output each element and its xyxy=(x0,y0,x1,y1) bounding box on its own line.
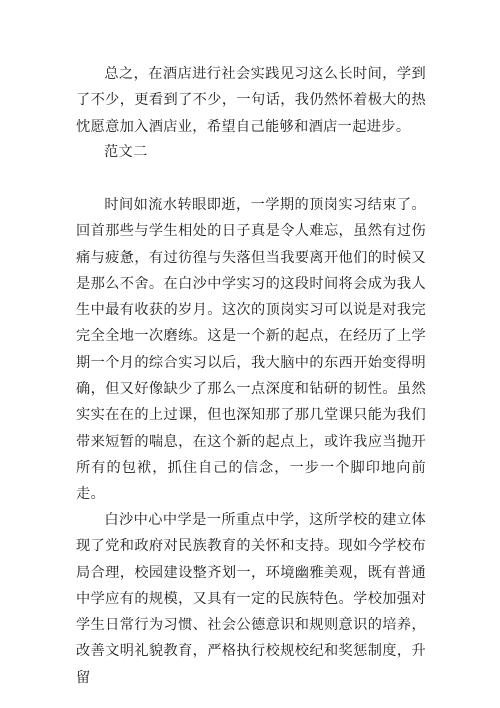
paragraph-school-introduction: 白沙中心中学是一所重点中学，这所学校的建立体现了党和政府对民族教育的关怀和支持。现如今学校布局合理，校园建设整齐划一，环境幽雅美观，既有普通中学应有的规模，又具有一定的民族特色。学校加强对学生日常行为习惯、社会公德意识和规则意识的培养，改善文明礼貌教育，严格执行校规校纪和奖惩制度，升留 xyxy=(76,512,426,686)
paragraph-conclusion: 总之，在酒店进行社会实践见习这么长时间，学到了不少，更看到了不少，一句话，我仍然怀着极大的热忱愿意加入酒店业，希望自己能够和酒店一起进步。 xyxy=(76,66,426,135)
section-heading: 范文二 xyxy=(104,144,148,160)
paragraph-internship-reflection: 时间如流水转眼即逝，一学期的顶岗实习结束了。回首那些与学生相处的日子真是令人难忘，虽然有过伤痛与疲惫，有过彷徨与失落但当我要离开他们的时候又是那么不舍。在白沙中学实习的这段时间将会成为我人生中最有收获的岁月。这次的顶岗实习可以说是对我完完全全地一次磨练。这是一个新的起点，在经历了上学期一个月的综合实习以后，我大脑中的东西开始变得明确，但又好像缺少了那么一点深度和钻研的韧性。虽然实实在在的上过课，但也深知那了那几堂课只能为我们带来短暂的喘息，在这个新的起点上，或许我应当抛开所有的包袱，抓住自己的信念，一步一个脚印地向前走。 xyxy=(76,197,426,503)
